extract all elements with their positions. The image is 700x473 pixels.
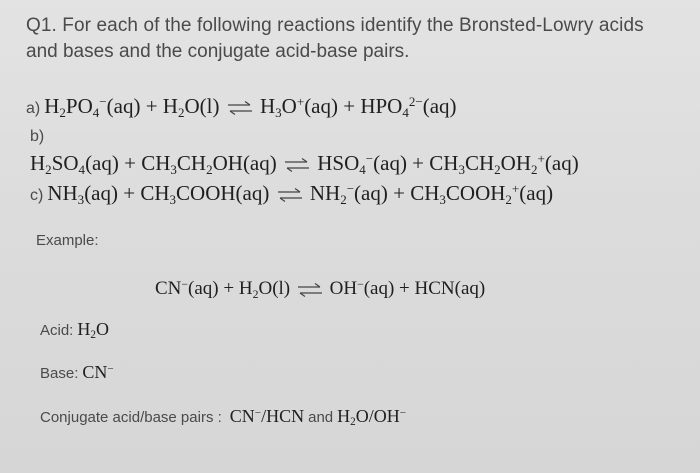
reaction-c: [30, 180, 553, 206]
question-line-1: Q1. For each of the following reactions identify the Bronsted-Lowry acids: [26, 15, 644, 36]
reaction-a-equation: $H_2PO_4^-(aq) + H_2O(l) H_3O^+(aq) + HPO_4^{2-}(aq)$: [44, 93, 457, 120]
equilibrium-arrow-icon: [295, 278, 325, 300]
example-acid: [40, 319, 109, 340]
equilibrium-arrow-icon: [225, 93, 255, 119]
acid-value: $H_2O$: [77, 319, 109, 342]
pairs-and: and: [308, 409, 334, 426]
example-equation: $CN^-(aq) + H_2O(l) OH^-(aq) + HCN(aq)$: [155, 277, 486, 301]
reaction-b-label: b): [30, 128, 45, 145]
example-pairs: [40, 406, 406, 427]
base-value: CN−: [82, 362, 114, 382]
example-heading: Example:: [36, 232, 99, 249]
reaction-a-label: a): [26, 100, 41, 117]
pairs-label: Conjugate acid/base pairs :: [40, 409, 222, 426]
example-base: [40, 362, 114, 383]
reaction-c-equation: $NH_3(aq)$ + $CH_3COOH(aq) NH_2^-(aq)$ + $CH_3COOH_2^+(aq)$: [47, 180, 554, 207]
reaction-a: [26, 93, 457, 119]
reaction-c-label: c): [30, 187, 44, 204]
pairs-value-2: $H_2O/OH^-$: [337, 406, 407, 429]
question-line-2: and bases and the conjugate acid-base pairs.: [26, 41, 410, 62]
acid-label: Acid:: [40, 322, 74, 339]
base-label: Base:: [40, 365, 79, 382]
reaction-b-equation: $H_2SO_4(aq) + CH_3CH_2OH(aq) HSO_4^-(aq) + CH_3CH_2OH_2^+(aq)$: [30, 150, 579, 177]
pairs-value-1: CN−/HCN: [229, 406, 305, 426]
equilibrium-arrow-icon: [275, 180, 305, 206]
equilibrium-arrow-icon: [282, 150, 312, 176]
